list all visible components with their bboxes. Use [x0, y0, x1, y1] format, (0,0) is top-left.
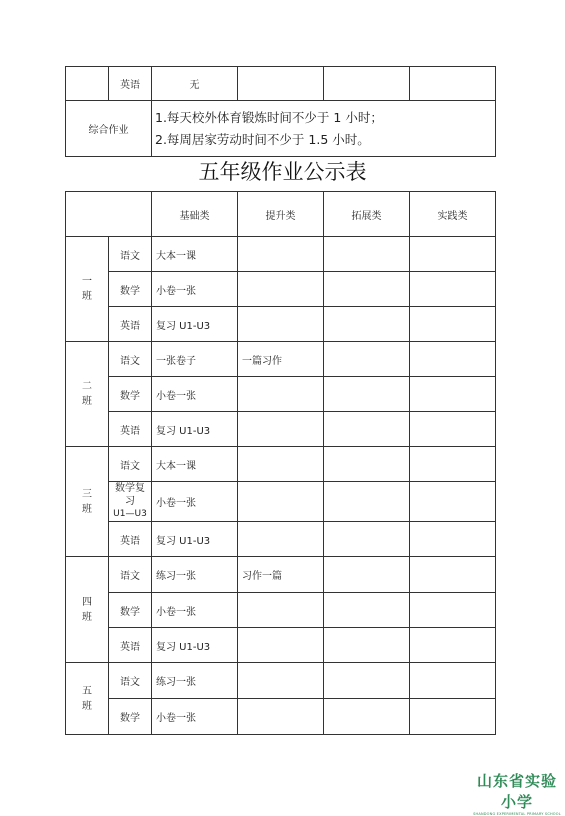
table-row: [66, 447, 496, 482]
table-row: [66, 557, 496, 593]
subject-line-1: 数学复习: [115, 483, 145, 507]
subject-cell: 英语: [109, 307, 152, 342]
class-label: [66, 663, 109, 735]
improve-cell: [238, 377, 324, 412]
table-cell: [324, 307, 410, 342]
subject-line-2: U1—U3: [113, 509, 147, 519]
school-logo: [472, 770, 562, 816]
table-row: [66, 342, 496, 377]
table-cell: [410, 67, 496, 101]
table-cell: [410, 557, 496, 593]
table-row: [66, 101, 496, 157]
improve-cell: 习作一篇: [238, 557, 324, 593]
improve-cell: [238, 482, 324, 522]
subject-cell: 英语: [109, 628, 152, 663]
improve-cell: [238, 307, 324, 342]
table-cell: [324, 593, 410, 628]
table-cell: [410, 663, 496, 699]
comprehensive-line-1: 1.每天校外体育锻炼时间不少于 1 小时；: [155, 109, 383, 125]
table-cell: [410, 237, 496, 272]
subject-cell: 英语: [109, 67, 152, 101]
school-logo-english: SHANDONG EXPERIMENTAL PRIMARY SCHOOL: [473, 812, 561, 816]
basic-cell: 无: [152, 67, 238, 101]
table-row: [66, 412, 496, 447]
class-label-top: 五: [82, 685, 92, 697]
subject-cell: 英语: [109, 412, 152, 447]
table-row: [66, 482, 496, 522]
table-row: [66, 593, 496, 628]
table-cell: [324, 447, 410, 482]
basic-cell: 大本一课: [152, 447, 238, 482]
table-cell: [410, 628, 496, 663]
improve-cell: [238, 663, 324, 699]
subject-cell: 数学: [109, 699, 152, 735]
table-row: [66, 522, 496, 557]
improve-cell: [238, 237, 324, 272]
basic-cell: 复习 U1-U3: [152, 412, 238, 447]
basic-cell: 小卷一张: [152, 593, 238, 628]
improve-cell: 一篇习作: [238, 342, 324, 377]
header-row: [66, 192, 496, 237]
subject-cell: 英语: [109, 522, 152, 557]
table-cell: [410, 377, 496, 412]
table-cell: [66, 67, 109, 101]
table-row: [66, 663, 496, 699]
comprehensive-line-2: 2.每周居家劳动时间不少于 1.5 小时。: [155, 131, 370, 147]
subject-cell: 语文: [109, 557, 152, 593]
basic-cell: 一张卷子: [152, 342, 238, 377]
improve-cell: [238, 699, 324, 735]
improve-cell: [238, 412, 324, 447]
table-cell: [410, 447, 496, 482]
basic-cell: 练习一张: [152, 663, 238, 699]
class-label: [66, 557, 109, 663]
header-practice: 实践类: [410, 192, 496, 237]
class-label-bottom: 班: [82, 291, 92, 302]
improve-cell: [238, 447, 324, 482]
page-title: 五年级作业公示表: [198, 160, 367, 184]
subject-cell: 数学: [109, 593, 152, 628]
improve-cell: [238, 522, 324, 557]
table-cell: [324, 482, 410, 522]
subject-cell: 语文: [109, 663, 152, 699]
class-label-bottom: 班: [82, 503, 92, 515]
table-cell: [324, 663, 410, 699]
top-table: [65, 66, 496, 157]
table-row: [66, 272, 496, 307]
table-row: [66, 237, 496, 272]
improve-cell: [238, 628, 324, 663]
basic-cell: 复习 U1-U3: [152, 307, 238, 342]
table-row: [66, 699, 496, 735]
subject-cell: 数学: [109, 377, 152, 412]
table-row: [66, 628, 496, 663]
comprehensive-label: 综合作业: [66, 101, 152, 157]
improve-cell: [238, 593, 324, 628]
table-row: [66, 307, 496, 342]
class-label-top: 三: [82, 488, 92, 500]
table-cell: [410, 593, 496, 628]
table-cell: [410, 482, 496, 522]
class-label-top: 四: [82, 596, 92, 608]
basic-cell: 小卷一张: [152, 699, 238, 735]
subject-cell: 语文: [109, 447, 152, 482]
table-cell: [324, 342, 410, 377]
table-cell: [410, 272, 496, 307]
table-cell: [410, 699, 496, 735]
subject-cell: 语文: [109, 237, 152, 272]
table-cell: [410, 342, 496, 377]
homework-table: [65, 191, 496, 735]
table-row: [66, 377, 496, 412]
basic-cell: 小卷一张: [152, 377, 238, 412]
basic-cell: 复习 U1-U3: [152, 522, 238, 557]
basic-cell: 大本一课: [152, 237, 238, 272]
header-basic: 基础类: [152, 192, 238, 237]
table-cell: [324, 699, 410, 735]
basic-cell: 小卷一张: [152, 272, 238, 307]
table-cell: [410, 307, 496, 342]
table-cell: [324, 522, 410, 557]
basic-cell: 练习一张: [152, 557, 238, 593]
school-logo-name: 山东省实验小学: [476, 772, 557, 811]
table-row: [66, 67, 496, 101]
basic-cell: 复习 U1-U3: [152, 628, 238, 663]
subject-cell: 语文: [109, 342, 152, 377]
table-cell: [324, 412, 410, 447]
class-label-bottom: 班: [82, 700, 92, 712]
table-cell: [410, 412, 496, 447]
subject-cell: [109, 482, 152, 522]
table-cell: [324, 557, 410, 593]
table-cell: [410, 522, 496, 557]
class-label: [66, 342, 109, 447]
basic-cell: 小卷一张: [152, 482, 238, 522]
table-cell: [324, 67, 410, 101]
table-cell: [324, 272, 410, 307]
table-cell: [324, 628, 410, 663]
class-label-bottom: 班: [82, 611, 92, 623]
class-label: [66, 447, 109, 557]
header-expand: 拓展类: [324, 192, 410, 237]
table-cell: [238, 67, 324, 101]
header-improve: 提升类: [238, 192, 324, 237]
class-label-top: 二: [82, 381, 92, 392]
class-label-bottom: 班: [82, 396, 92, 407]
class-label: [66, 237, 109, 342]
table-cell: [324, 377, 410, 412]
subject-cell: 数学: [109, 272, 152, 307]
comprehensive-content: [152, 101, 496, 157]
table-cell: [324, 237, 410, 272]
class-label-top: 一: [82, 276, 92, 287]
improve-cell: [238, 272, 324, 307]
corner-cell: [66, 192, 152, 237]
